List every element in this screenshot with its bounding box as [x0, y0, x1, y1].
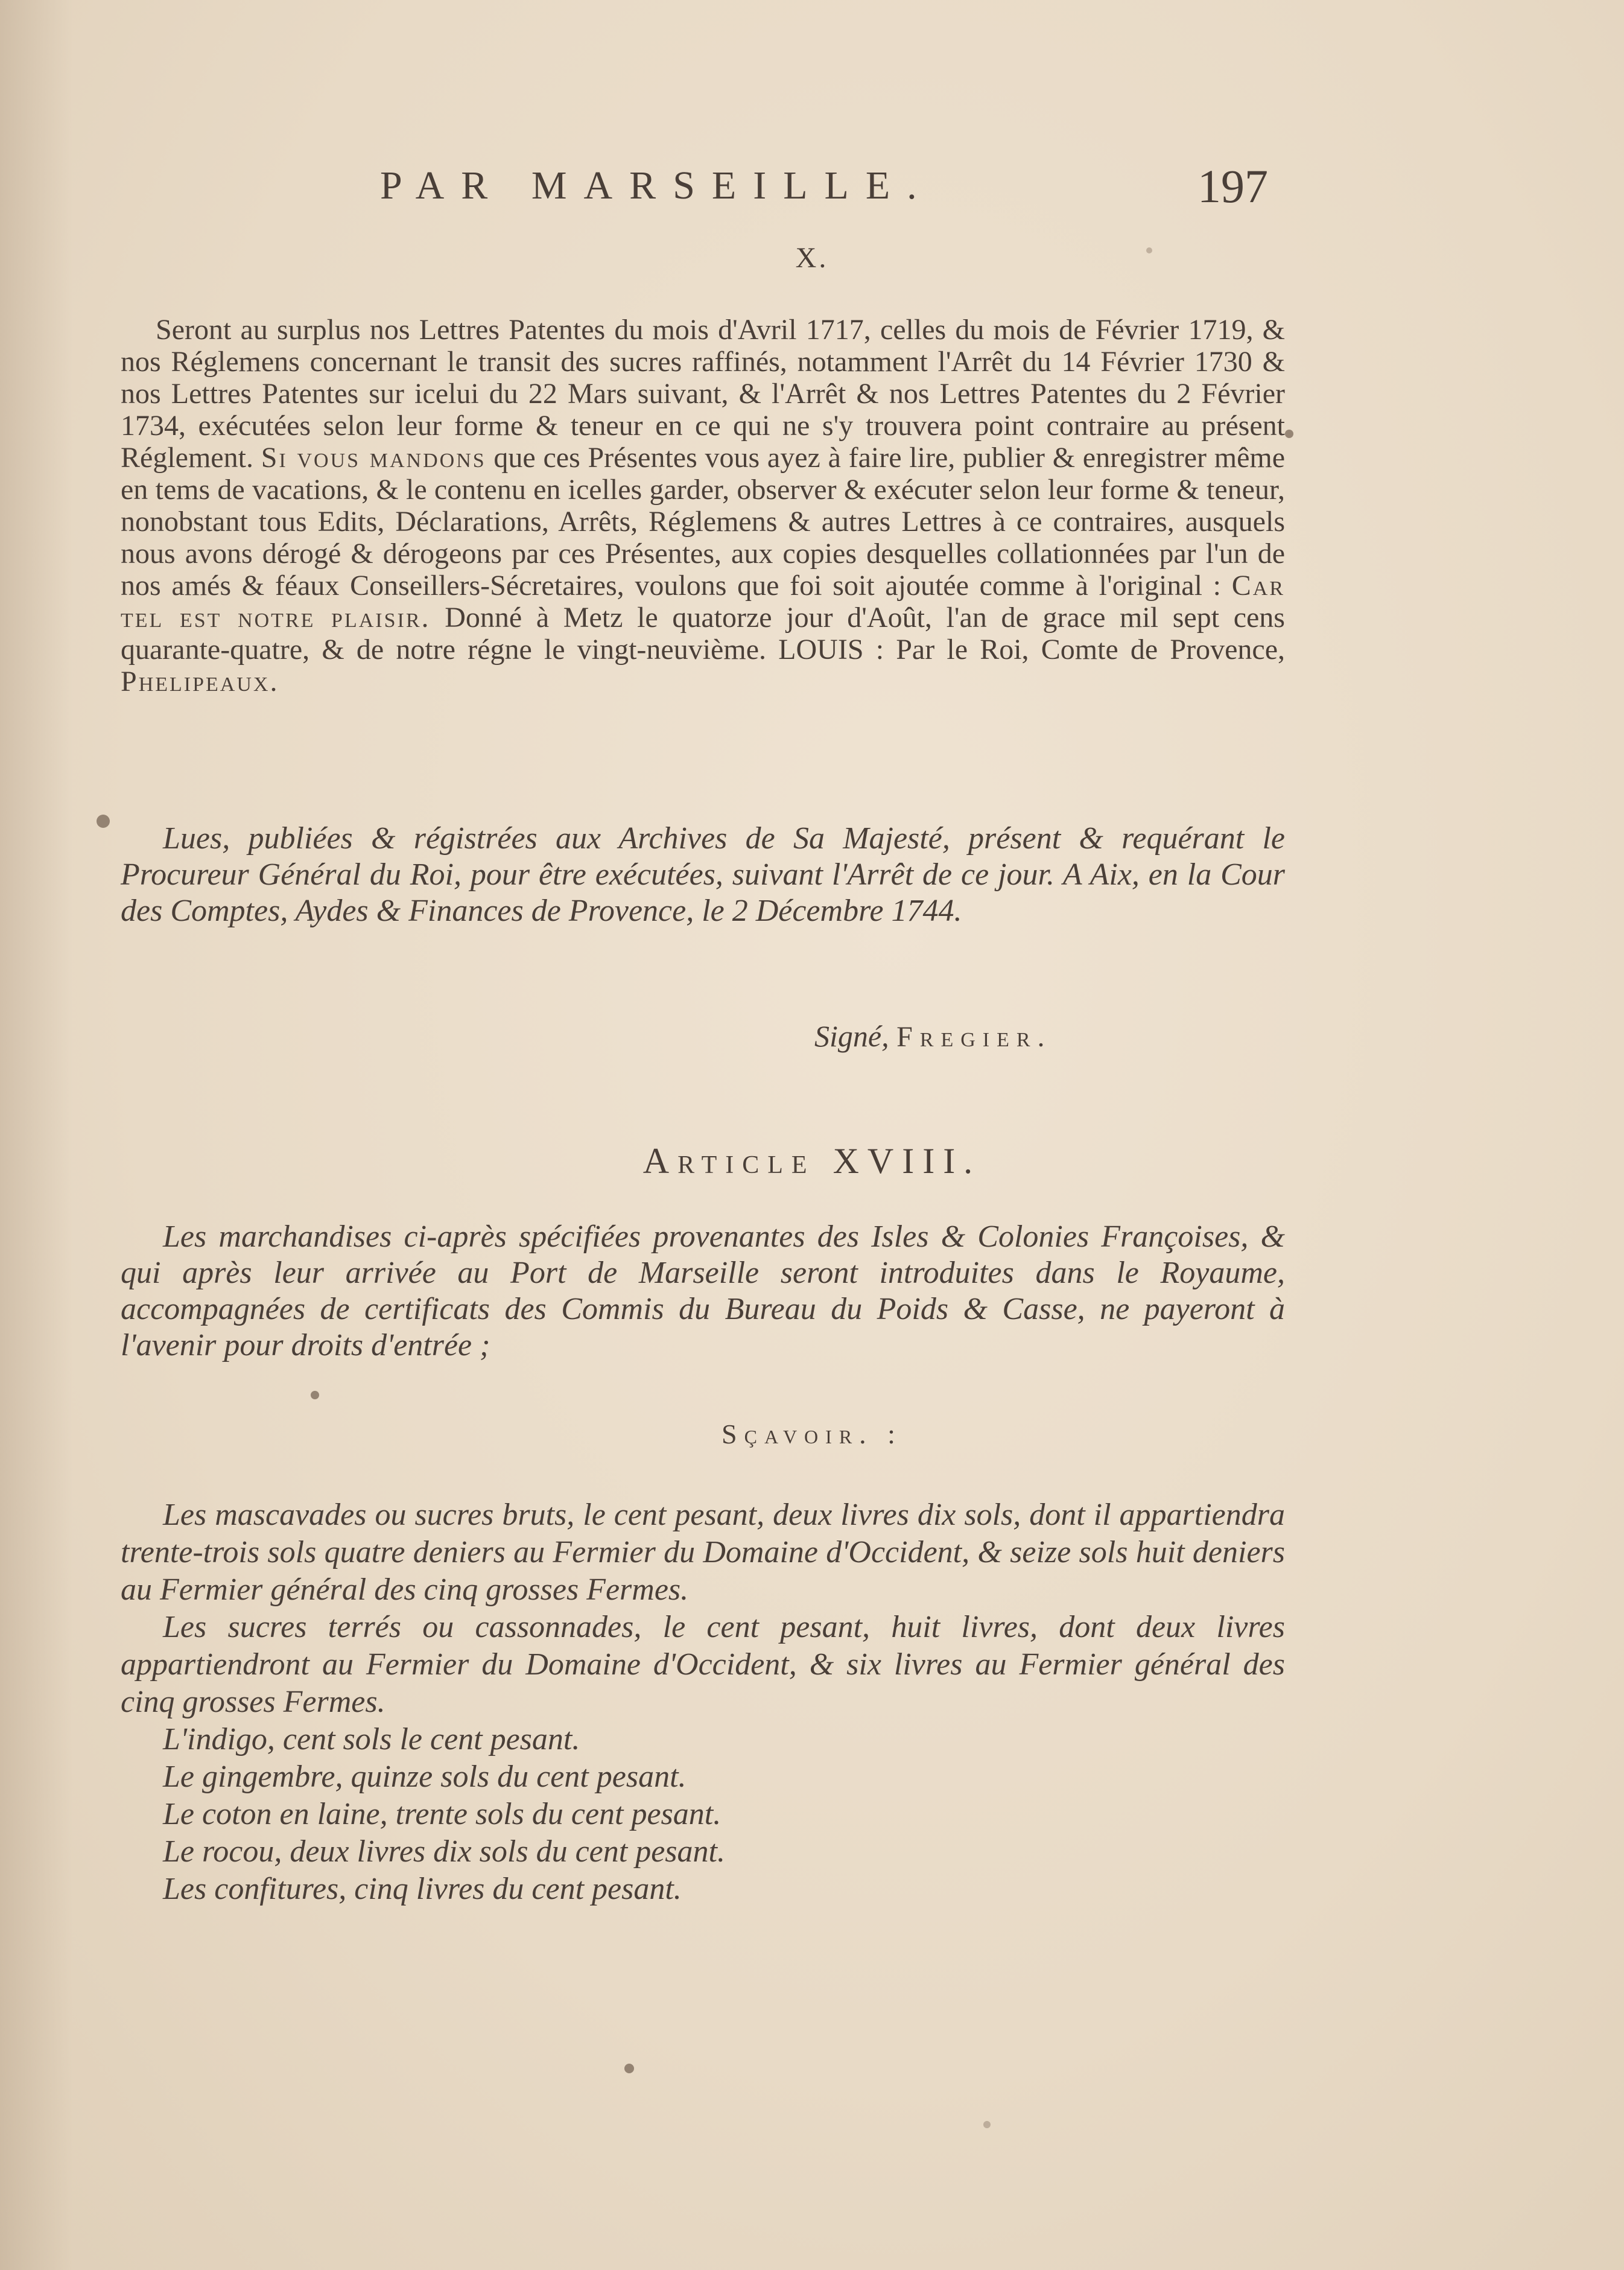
signature-line [814, 1019, 1052, 1054]
foxing-spot [624, 2064, 634, 2073]
signature-name: Fregier. [896, 1021, 1052, 1053]
list-item: Les sucres terrés ou cassonnades, le cent pesant, huit livres, dont deux livres appartiendront au Fermier du Domaine d'Occident, & six livres au Fermier général des cinq grosses Fermes. [121, 1610, 1285, 1719]
page-header [0, 160, 1624, 217]
para-mid: que ces Présentes vous ayez à faire lire, publier & enregistrer même en tems de vacations, & le contenu en icelles garder, observer & exécuter selon leur forme & teneur, nonobstant tous Edits, Déclarations, Arrêts, Réglemens & autres Lettres à ce contraires, ausquels nous avons dérogé & dérogeons par ces Présentes, aux copies desquelles collationnées par l'un de nos amés & féaux Conseillers-Sécretaires, voulons que foi soit ajoutée comme à l'original : [121, 442, 1286, 602]
list-item: Les mascavades ou sucres bruts, le cent pesant, deux livres dix sols, dont il appartiendra trente-trois sols quatre deniers au Fermier du Domaine d'Occident, & seize sols huit deniers au Fermier général des cinq grosses Fermes. [121, 1498, 1285, 1607]
list-item: L'indigo, cent sols le cent pesant. [163, 1722, 580, 1757]
registration-paragraph [121, 821, 1285, 929]
letters-patent-paragraph [121, 314, 1285, 698]
para-start: Seront au surplus nos Lettres Patentes du mois d'Avril 1717, celles du mois de Février 1719, & nos Réglemens concernant le transit des sucres raffinés, notamment l'Arrêt du 14 Février 1730 & nos Lettres Patentes sur icelui du 22 Mars suivant, & l'Arrêt & nos Lettres Patentes du 2 Février 1734, exécutées selon leur forme & teneur en ce qui ne s'y trouvera point contraire au présent Réglement. [121, 314, 1285, 474]
para-end: Donné à Metz le quatorze jour d'Août, l'an de grace mil sept cens quarante-quatre, & de notre régne le vingt-neuvième. LOUIS : Par le Roi, Comte de Provence, [121, 602, 1285, 666]
foxing-spot [311, 1391, 319, 1399]
foxing-spot [1285, 430, 1293, 438]
list-item: Le coton en laine, trente sols du cent pesant. [163, 1797, 722, 1831]
list-item: Les confitures, cinq livres du cent pesant. [163, 1872, 682, 1906]
article-body [121, 1219, 1285, 1364]
signature-label: Signé, [814, 1019, 889, 1053]
si-vous-mandons: Si vous mandons [261, 442, 486, 474]
scavoir-heading: Sçavoir. : [722, 1419, 902, 1449]
running-head: PAR MARSEILLE. [380, 164, 934, 208]
list-item: Le rocou, deux livres dix sols du cent pesant. [163, 1834, 725, 1869]
foxing-spot [983, 2121, 991, 2128]
tariff-items-list [121, 1496, 1285, 1908]
foxing-spot [1146, 247, 1152, 253]
article-title: Article XVIII. [642, 1141, 982, 1181]
letters-patent-text [121, 314, 1285, 698]
page-edge-shadow [0, 0, 72, 2270]
foxing-spot [97, 815, 110, 828]
phelipeaux: Phelipeaux. [121, 666, 279, 698]
list-item: Le gingembre, quinze sols du cent pesant. [163, 1760, 687, 1794]
article-body-text: Les marchandises ci-après spécifiées provenantes des Isles & Colonies Françoises, & qui après leur arrivée au Port de Marseille seront introduites dans le Royaume, accompagnées de certificats des Commis du Bureau du Poids & Casse, ne payeront à l'avenir pour droits d'entrée ; [121, 1219, 1285, 1362]
section-numeral: X. [795, 242, 829, 274]
page-number: 197 [1197, 160, 1268, 212]
registration-text: Lues, publiées & régistrées aux Archives de Sa Majesté, présent & requérant le Procureur Général du Roi, pour être exécutées, suivant l'Arrêt de ce jour. A Aix, en la Cour des Comptes, Aydes & Finances de Provence, le 2 Décembre 1744. [121, 821, 1285, 928]
car-tel-est-notre-plaisir: Car tel est notre plaisir. [121, 570, 1285, 634]
